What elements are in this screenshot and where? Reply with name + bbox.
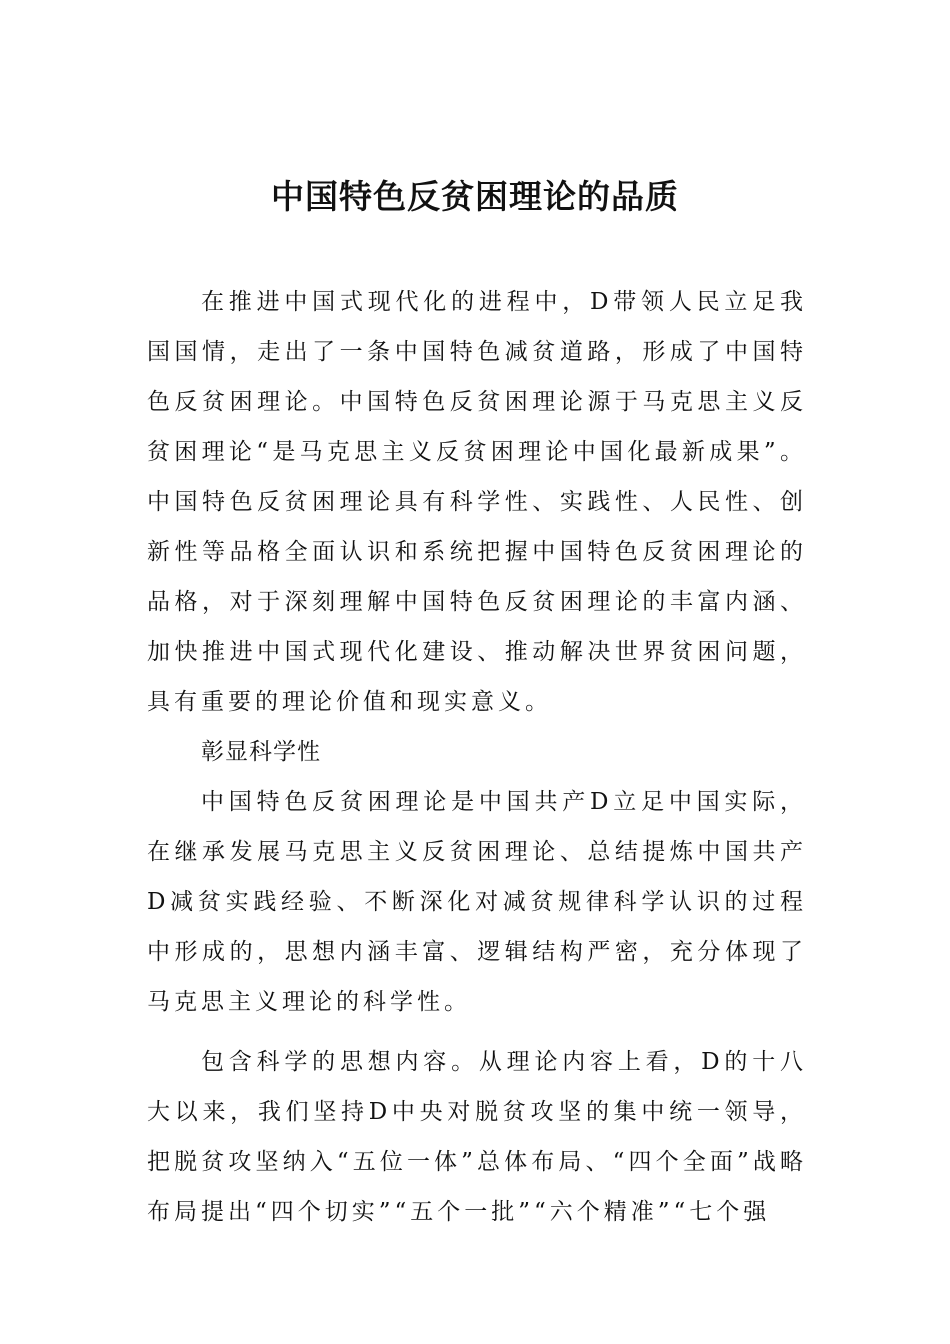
section-paragraph-1: 中国特色反贫困理论是中国共产D立足中国实际，在继承发展马克思主义反贫困理论、总结提炼中国共产D减贫实践经验、不断深化对减贫规律科学认识的过程中形成的，思想内涵丰富、逻辑结构严密，充分体现了马克思主义理论的科学性。 xyxy=(147,789,807,1015)
intro-paragraph: 在推进中国式现代化的进程中，D带领人民立足我国国情，走出了一条中国特色减贫道路，形成了中国特色反贫困理论。中国特色反贫困理论源于马克思主义反贫困理论“是马克思主义反贫困理论中国化最新成果”。中国特色反贫困理论具有科学性、实践性、人民性、创新性等品格全面认识和系统把握中国特色反贫困理论的品格，对于深刻理解中国特色反贫困理论的丰富内涵、加快推进中国式现代化建设、推动解决世界贫困问题，具有重要的理论价值和现实意义。 xyxy=(147,289,807,715)
document-body xyxy=(147,277,807,1237)
section-paragraph-2: 包含科学的思想内容。从理论内容上看，D的十八大以来，我们坚持D中央对脱贫攻坚的集中统一领导，把脱贫攻坚纳入“五位一体”总体布局、“四个全面”战略布局提出“四个切实”“五个一批”“六个精准”“七个强 xyxy=(147,1049,807,1225)
document-title: 中国特色反贫困理论的品质 xyxy=(271,177,679,216)
section-heading-science: 彰显科学性 xyxy=(201,739,321,765)
